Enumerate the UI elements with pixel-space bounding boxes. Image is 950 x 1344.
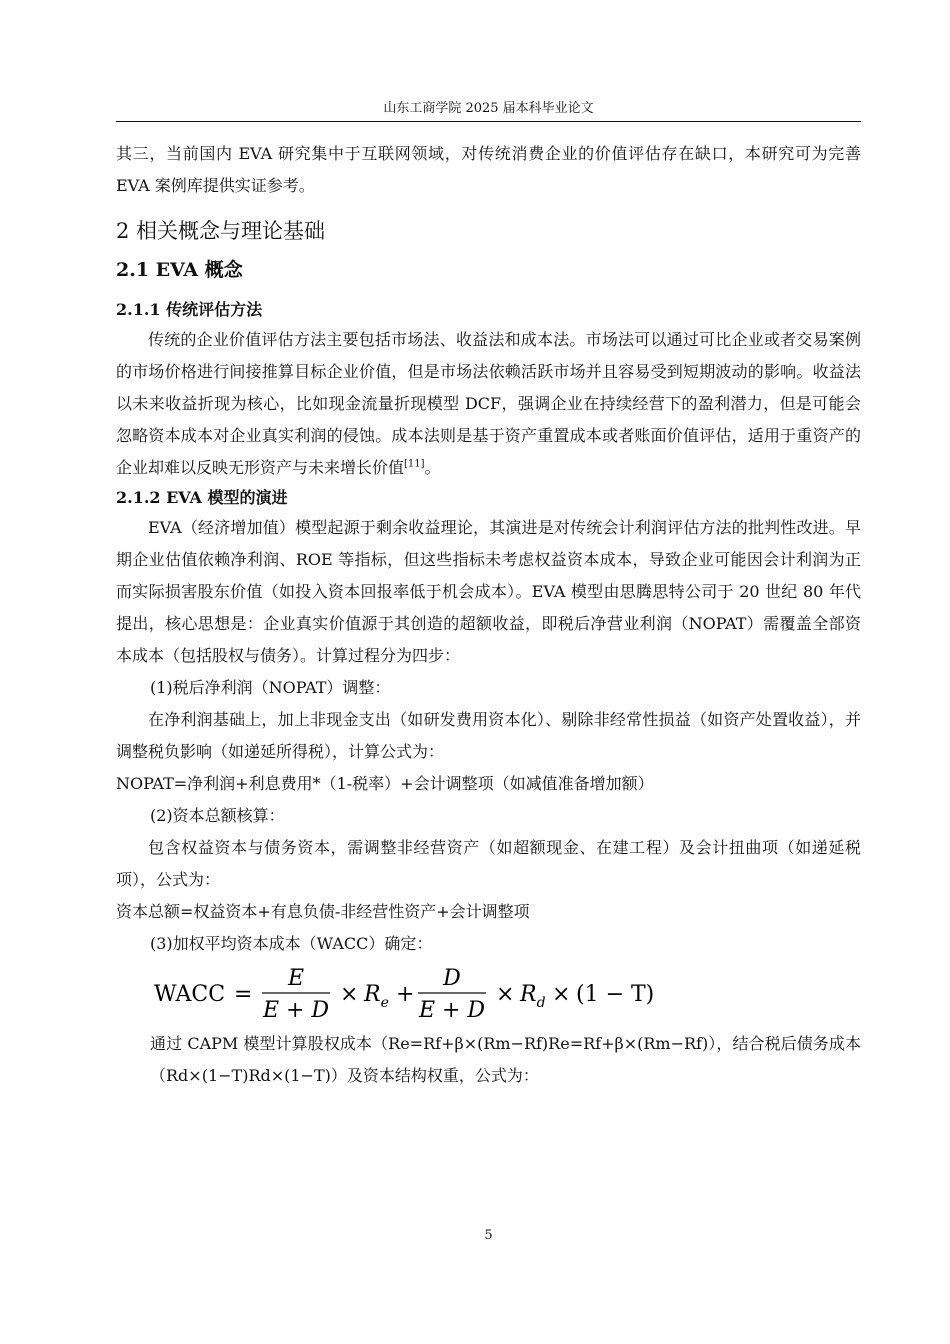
wacc-times3: × [552, 982, 571, 1007]
step2-body: 包含权益资本与债务资本，需调整非经营资产（如超额现金、在建工程）及会计扭曲项（如递延税项），公式为： [116, 838, 861, 889]
step3-body: 通过 CAPM 模型计算股权成本（Re=Rf+β×(Rm−Rf)Re=Rf+β×(Rm−Rf)），结合税后债务成本（Rd×(1−T)Rd×(1−T)）及资本结构权重，公式为： [150, 1034, 861, 1085]
step1-title: (1)税后净利润（NOPAT）调整： [150, 678, 391, 697]
wacc-rd-sub: d [536, 995, 546, 1011]
traditional-methods-text: 传统的企业价值评估方法主要包括市场法、收益法和成本法。市场法可以通过可比企业或者交易案例的市场价格进行间接推算目标企业价值，但是市场法依赖活跃市场并且容易受到短期波动的影响。收益法以未来收益折现为核心，比如现金流量折现模型 DCF，强调企业在持续经营下的盈利潜力，但是可能会忽略资本成本对企业真实利润的侵蚀。成本法则是基于资产重置成本或者账面价值评估，适用于重资产的企业却难以反映无形资产与未来增长价值 [116, 330, 861, 477]
header-rule [116, 121, 861, 122]
wacc-re-sub: e [380, 995, 389, 1011]
wacc-plus: + [396, 982, 415, 1007]
wacc-eq: = [234, 982, 253, 1007]
wacc-den2: E + D [418, 998, 486, 1023]
chapter-heading: 2 相关概念与理论基础 [116, 219, 326, 243]
wacc-rd [519, 982, 546, 1011]
wacc-rd-base: R [520, 982, 537, 1007]
wacc-den1: E + D [262, 998, 330, 1023]
step1-body: 在净利润基础上，加上非现金支出（如研发费用资本化）、剔除非经常性损益（如资产处置收益），并调整税负影响（如递延所得税），计算公式为： [116, 710, 861, 761]
step2-title: (2)资本总额核算： [150, 806, 285, 825]
wacc-re [363, 982, 389, 1011]
traditional-methods-end: 。 [424, 458, 441, 477]
intro-paragraph: 其三，当前国内 EVA 研究集中于互联网领域，对传统消费企业的价值评估存在缺口，本研究可为完善 EVA 案例库提供实证参考。 [116, 144, 861, 195]
traditional-methods-paragraph [116, 324, 861, 484]
wacc-lhs: WACC [154, 982, 226, 1007]
wacc-num2: D [443, 966, 461, 991]
wacc-times2: × [496, 982, 515, 1007]
wacc-num1: E [287, 966, 305, 991]
subsection-heading-eva-evolution: 2.1.2 EVA 模型的演进 [116, 488, 288, 507]
wacc-formula [116, 962, 861, 1024]
page-number: 5 [484, 1228, 493, 1243]
eva-evolution-paragraph: EVA（经济增加值）模型起源于剩余收益理论，其演进是对传统会计利润评估方法的批判性改进。早期企业估值依赖净利润、ROE 等指标，但这些指标未考虑权益资本成本，导致企业可能因会计利润为正而实际损害股东价值（如投入资本回报率低于机会成本）。EVA 模型由思腾思特公司于 20 世纪 80 年代提出，核心思想是：企业真实价值源于其创造的超额收益，即税后净营业利润（NOPAT）需覆盖全部资本成本（包括股权与债务）。计算过程分为四步： [116, 518, 861, 665]
page-body [116, 138, 861, 1092]
step3-title: (3)加权平均资本成本（WACC）确定： [150, 934, 433, 953]
running-header: 山东工商学院 2025 届本科毕业论文 [383, 101, 594, 116]
wacc-re-base: R [364, 982, 381, 1007]
step2-formula: 资本总额=权益资本+有息负债-非经营性资产+会计调整项 [116, 902, 530, 921]
step1-formula: NOPAT=净利润+利息费用*（1-税率）+会计调整项（如减值准备增加额） [116, 774, 654, 793]
wacc-formula-graphic [154, 963, 674, 1023]
wacc-times1: × [340, 982, 359, 1007]
subsection-heading-traditional: 2.1.1 传统评估方法 [116, 300, 263, 319]
section-heading: 2.1 EVA 概念 [116, 259, 243, 281]
citation-ref[interactable]: [11] [404, 458, 425, 470]
wacc-tail: (1 − T) [576, 982, 655, 1007]
